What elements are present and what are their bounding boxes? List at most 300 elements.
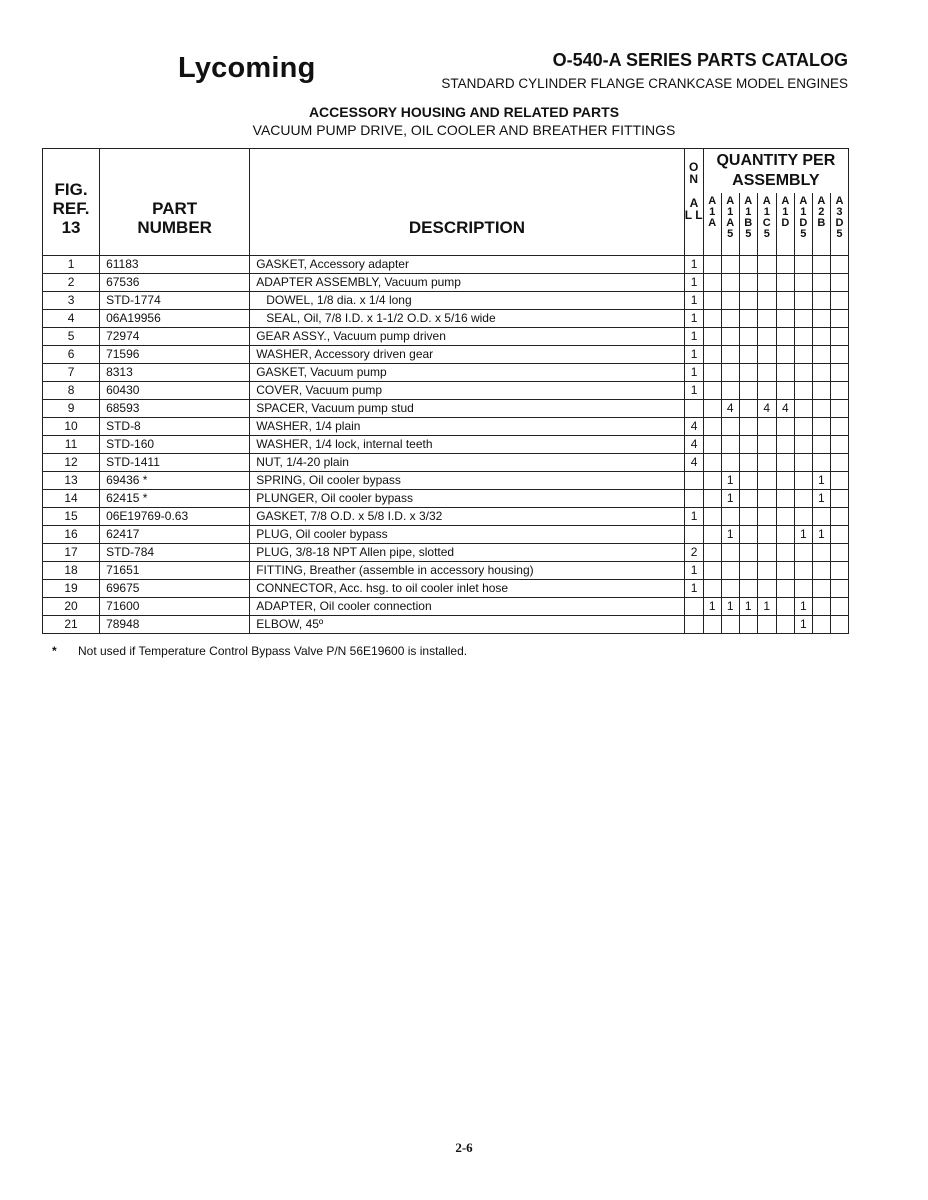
description-cell: SPACER, Vacuum pump stud xyxy=(250,399,684,417)
model-qty-cell xyxy=(812,345,830,363)
parts-row xyxy=(43,345,849,363)
model-qty-cell xyxy=(830,615,848,633)
model-qty-cell xyxy=(703,615,721,633)
lycoming-logo: Lycoming xyxy=(178,52,316,84)
on-all-letter: L xyxy=(695,208,703,222)
model-qty-cell xyxy=(703,453,721,471)
model-qty-cell xyxy=(776,525,794,543)
model-column-header xyxy=(794,193,812,255)
on-all-qty-cell: 1 xyxy=(684,507,703,525)
model-column-header xyxy=(757,193,776,255)
part-number-cell: 71600 xyxy=(100,597,250,615)
footnote-text: Not used if Temperature Control Bypass Valve P/N 56E19600 is installed. xyxy=(78,644,468,658)
model-qty-cell xyxy=(794,309,812,327)
model-code-char: C xyxy=(762,217,771,229)
on-all-qty-cell: 1 xyxy=(684,579,703,597)
model-qty-cell xyxy=(721,345,739,363)
model-qty-cell xyxy=(830,453,848,471)
fig-header-line: FIG. xyxy=(54,179,88,199)
description-cell: GASKET, Accessory adapter xyxy=(250,255,684,273)
model-qty-cell xyxy=(703,525,721,543)
model-qty-cell: 1 xyxy=(812,489,830,507)
description-cell: COVER, Vacuum pump xyxy=(250,381,684,399)
part-number-cell: 8313 xyxy=(100,363,250,381)
model-qty-cell xyxy=(703,381,721,399)
parts-row xyxy=(43,543,849,561)
model-qty-cell xyxy=(812,291,830,309)
model-qty-cell xyxy=(812,435,830,453)
model-qty-cell xyxy=(739,471,757,489)
model-qty-cell xyxy=(776,579,794,597)
model-qty-cell xyxy=(776,435,794,453)
assembly-line: ASSEMBLY xyxy=(732,172,820,189)
fig-ref-cell: 7 xyxy=(43,363,100,381)
parts-row xyxy=(43,363,849,381)
model-qty-cell: 1 xyxy=(721,489,739,507)
model-qty-cell xyxy=(703,345,721,363)
model-qty-cell xyxy=(703,417,721,435)
model-qty-cell xyxy=(812,255,830,273)
on-all-qty-cell: 1 xyxy=(684,327,703,345)
model-qty-cell: 1 xyxy=(812,471,830,489)
model-qty-cell xyxy=(830,543,848,561)
model-qty-cell xyxy=(739,399,757,417)
model-qty-cell xyxy=(721,327,739,345)
model-column-header xyxy=(812,193,830,255)
model-qty-cell xyxy=(776,561,794,579)
model-qty-cell xyxy=(739,345,757,363)
model-qty-cell xyxy=(757,273,776,291)
fig-ref-cell: 15 xyxy=(43,507,100,525)
description-cell: ADAPTER ASSEMBLY, Vacuum pump xyxy=(250,273,684,291)
model-qty-cell xyxy=(739,309,757,327)
on-all-qty-cell: 1 xyxy=(684,273,703,291)
model-qty-cell: 1 xyxy=(757,597,776,615)
part-number-cell: 61183 xyxy=(100,255,250,273)
on-all-qty-cell: 4 xyxy=(684,435,703,453)
model-qty-cell xyxy=(812,579,830,597)
model-qty-cell xyxy=(794,363,812,381)
description-cell: ELBOW, 45º xyxy=(250,615,684,633)
model-qty-cell xyxy=(812,399,830,417)
model-qty-cell xyxy=(794,417,812,435)
part-number-cell: STD-8 xyxy=(100,417,250,435)
on-all-qty-cell xyxy=(684,615,703,633)
model-qty-cell xyxy=(757,327,776,345)
model-qty-cell xyxy=(794,453,812,471)
model-code-char: A xyxy=(726,195,735,207)
ref-header-line: REF. xyxy=(52,198,90,218)
model-qty-cell xyxy=(812,381,830,399)
parts-row xyxy=(43,381,849,399)
model-qty-cell xyxy=(721,615,739,633)
model-qty-cell xyxy=(812,453,830,471)
model-qty-cell: 1 xyxy=(739,597,757,615)
model-code-char: A xyxy=(817,195,826,207)
model-qty-cell: 1 xyxy=(794,597,812,615)
parts-row xyxy=(43,561,849,579)
model-qty-cell xyxy=(812,543,830,561)
model-qty-cell xyxy=(739,381,757,399)
model-qty-cell xyxy=(776,417,794,435)
model-qty-cell xyxy=(830,561,848,579)
model-qty-cell xyxy=(757,525,776,543)
model-qty-cell xyxy=(757,507,776,525)
part-number-cell: 06A19956 xyxy=(100,309,250,327)
description-cell: SEAL, Oil, 7/8 I.D. x 1-1/2 O.D. x 5/16 wide xyxy=(250,309,684,327)
parts-row xyxy=(43,489,849,507)
model-qty-cell xyxy=(757,615,776,633)
model-qty-cell: 1 xyxy=(794,615,812,633)
model-qty-cell xyxy=(703,399,721,417)
model-qty-cell xyxy=(776,381,794,399)
model-qty-cell xyxy=(739,561,757,579)
model-column-header xyxy=(721,193,739,255)
model-qty-cell xyxy=(830,273,848,291)
model-qty-cell xyxy=(776,327,794,345)
model-qty-cell xyxy=(721,417,739,435)
fig-ref-cell: 11 xyxy=(43,435,100,453)
on-all-qty-cell: 1 xyxy=(684,345,703,363)
on-all-header xyxy=(684,149,703,256)
model-qty-cell xyxy=(757,561,776,579)
description-cell: WASHER, 1/4 lock, internal teeth xyxy=(250,435,684,453)
model-qty-cell xyxy=(721,273,739,291)
model-code-char: A xyxy=(744,195,753,207)
model-qty-cell: 1 xyxy=(703,597,721,615)
model-qty-cell xyxy=(703,291,721,309)
parts-row xyxy=(43,399,849,417)
model-qty-cell xyxy=(776,291,794,309)
part-number-cell: STD-160 xyxy=(100,435,250,453)
page-number: 2-6 xyxy=(455,1140,473,1155)
model-qty-cell xyxy=(757,579,776,597)
fig-ref-cell: 14 xyxy=(43,489,100,507)
model-qty-cell xyxy=(721,309,739,327)
model-code-char: 1 xyxy=(763,206,770,218)
on-all-qty-cell xyxy=(684,471,703,489)
fig-ref-cell: 6 xyxy=(43,345,100,363)
number-header-line: NUMBER xyxy=(137,217,212,237)
on-all-letter: A xyxy=(689,196,698,210)
description-cell: NUT, 1/4-20 plain xyxy=(250,453,684,471)
on-all-letter: L xyxy=(684,208,692,222)
model-code-char: 1 xyxy=(745,206,752,218)
description-cell: DOWEL, 1/8 dia. x 1/4 long xyxy=(250,291,684,309)
parts-row xyxy=(43,255,849,273)
parts-row xyxy=(43,453,849,471)
on-all-qty-cell: 1 xyxy=(684,255,703,273)
part-number-cell: 06E19769-0.63 xyxy=(100,507,250,525)
model-qty-cell xyxy=(721,363,739,381)
footnote-marker: * xyxy=(52,644,57,658)
model-code-char: 5 xyxy=(763,228,770,240)
model-code-char: A xyxy=(708,217,717,229)
fig-ref-cell: 5 xyxy=(43,327,100,345)
model-qty-cell xyxy=(830,327,848,345)
fig-ref-cell: 13 xyxy=(43,471,100,489)
model-column-header xyxy=(830,193,848,255)
model-qty-cell xyxy=(757,471,776,489)
model-qty-cell xyxy=(739,579,757,597)
parts-table xyxy=(42,148,849,634)
model-qty-cell xyxy=(812,309,830,327)
model-qty-cell xyxy=(703,363,721,381)
description-header: DESCRIPTION xyxy=(250,149,684,256)
model-qty-cell xyxy=(757,345,776,363)
model-qty-cell xyxy=(721,381,739,399)
model-qty-cell xyxy=(794,255,812,273)
model-qty-cell xyxy=(794,291,812,309)
model-qty-cell xyxy=(812,615,830,633)
model-code-char: 1 xyxy=(782,206,789,218)
part-number-cell: 62417 xyxy=(100,525,250,543)
fig-ref-cell: 19 xyxy=(43,579,100,597)
model-code-char: A xyxy=(799,195,808,207)
model-qty-cell xyxy=(812,507,830,525)
model-qty-cell xyxy=(703,327,721,345)
model-qty-cell xyxy=(794,507,812,525)
model-qty-cell xyxy=(739,543,757,561)
model-qty-cell xyxy=(794,471,812,489)
part-number-cell: 62415 * xyxy=(100,489,250,507)
model-code-char: 2 xyxy=(818,206,825,218)
part-number-cell: 60430 xyxy=(100,381,250,399)
part-number-cell: 71651 xyxy=(100,561,250,579)
model-qty-cell xyxy=(703,273,721,291)
part-number-cell: STD-1774 xyxy=(100,291,250,309)
quantity-per-line: QUANTITY PER xyxy=(716,152,836,169)
fig-ref-cell: 17 xyxy=(43,543,100,561)
model-qty-cell xyxy=(794,345,812,363)
model-qty-cell xyxy=(776,363,794,381)
model-qty-cell xyxy=(757,309,776,327)
description-cell: ADAPTER, Oil cooler connection xyxy=(250,597,684,615)
model-qty-cell xyxy=(794,381,812,399)
on-all-qty-cell: 1 xyxy=(684,363,703,381)
model-qty-cell xyxy=(776,273,794,291)
parts-row xyxy=(43,291,849,309)
model-qty-cell xyxy=(739,291,757,309)
model-qty-cell xyxy=(739,507,757,525)
description-cell: CONNECTOR, Acc. hsg. to oil cooler inlet hose xyxy=(250,579,684,597)
part-number-cell: 67536 xyxy=(100,273,250,291)
parts-row xyxy=(43,579,849,597)
model-qty-cell xyxy=(757,453,776,471)
model-qty-cell xyxy=(739,327,757,345)
on-all-qty-cell xyxy=(684,597,703,615)
part-number-cell: 78948 xyxy=(100,615,250,633)
model-qty-cell xyxy=(812,417,830,435)
description-cell: WASHER, 1/4 plain xyxy=(250,417,684,435)
model-qty-cell xyxy=(703,579,721,597)
model-code-char: B xyxy=(744,217,753,229)
model-qty-cell xyxy=(830,471,848,489)
model-qty-cell xyxy=(794,489,812,507)
model-qty-cell xyxy=(794,435,812,453)
model-qty-cell xyxy=(776,471,794,489)
catalog-subtitle: STANDARD CYLINDER FLANGE CRANKCASE MODEL ENGINES xyxy=(441,76,848,91)
model-qty-cell xyxy=(794,273,812,291)
model-code-char: D xyxy=(781,217,790,229)
fig-ref-cell: 21 xyxy=(43,615,100,633)
model-qty-cell xyxy=(830,525,848,543)
model-column-header xyxy=(703,193,721,255)
model-qty-cell xyxy=(721,507,739,525)
model-qty-cell xyxy=(721,561,739,579)
description-cell: GASKET, Vacuum pump xyxy=(250,363,684,381)
description-cell: PLUNGER, Oil cooler bypass xyxy=(250,489,684,507)
fig-ref-cell: 4 xyxy=(43,309,100,327)
fig-ref-cell: 18 xyxy=(43,561,100,579)
parts-row xyxy=(43,525,849,543)
model-code-char: A xyxy=(726,217,735,229)
description-cell: PLUG, 3/8-18 NPT Allen pipe, slotted xyxy=(250,543,684,561)
model-qty-cell xyxy=(757,435,776,453)
fig-ref-cell: 20 xyxy=(43,597,100,615)
model-qty-cell xyxy=(757,255,776,273)
part-number-header xyxy=(100,149,250,256)
model-qty-cell xyxy=(703,561,721,579)
description-cell: GASKET, 7/8 O.D. x 5/8 I.D. x 3/32 xyxy=(250,507,684,525)
description-cell: WASHER, Accessory driven gear xyxy=(250,345,684,363)
model-qty-cell xyxy=(703,543,721,561)
model-code-char: D xyxy=(799,217,808,229)
on-all-qty-cell: 4 xyxy=(684,417,703,435)
fig-ref-cell: 8 xyxy=(43,381,100,399)
model-qty-cell xyxy=(739,435,757,453)
part-number-cell: 71596 xyxy=(100,345,250,363)
catalog-title: O-540-A SERIES PARTS CATALOG xyxy=(552,50,848,70)
model-code-char: A xyxy=(835,195,844,207)
figure-number-header: 13 xyxy=(61,217,81,237)
part-number-cell: 69675 xyxy=(100,579,250,597)
on-all-qty-cell xyxy=(684,489,703,507)
model-qty-cell: 4 xyxy=(776,399,794,417)
description-cell: PLUG, Oil cooler bypass xyxy=(250,525,684,543)
model-qty-cell xyxy=(830,399,848,417)
model-qty-cell xyxy=(721,453,739,471)
parts-row xyxy=(43,435,849,453)
model-code-char: A xyxy=(762,195,771,207)
part-number-cell: 69436 * xyxy=(100,471,250,489)
quantity-per-assembly-header xyxy=(703,149,848,194)
model-qty-cell xyxy=(757,381,776,399)
parts-row xyxy=(43,417,849,435)
on-all-qty-cell: 4 xyxy=(684,453,703,471)
parts-row xyxy=(43,597,849,615)
model-qty-cell xyxy=(830,291,848,309)
model-qty-cell: 1 xyxy=(721,597,739,615)
model-qty-cell xyxy=(739,273,757,291)
model-qty-cell xyxy=(830,417,848,435)
model-qty-cell xyxy=(703,255,721,273)
part-number-cell: 72974 xyxy=(100,327,250,345)
model-qty-cell xyxy=(703,309,721,327)
on-all-qty-cell xyxy=(684,525,703,543)
model-code-char: 5 xyxy=(836,228,843,240)
model-qty-cell xyxy=(794,327,812,345)
description-cell: FITTING, Breather (assemble in accessory housing) xyxy=(250,561,684,579)
model-qty-cell xyxy=(830,381,848,399)
section-subtitle: VACUUM PUMP DRIVE, OIL COOLER AND BREATHER FITTINGS xyxy=(252,122,676,138)
model-qty-cell xyxy=(739,525,757,543)
model-qty-cell xyxy=(776,489,794,507)
model-qty-cell xyxy=(794,543,812,561)
model-qty-cell xyxy=(739,453,757,471)
model-qty-cell: 1 xyxy=(812,525,830,543)
model-qty-cell xyxy=(703,471,721,489)
fig-ref-cell: 10 xyxy=(43,417,100,435)
description-cell: SPRING, Oil cooler bypass xyxy=(250,471,684,489)
model-qty-cell xyxy=(830,345,848,363)
model-qty-cell xyxy=(776,507,794,525)
model-qty-cell xyxy=(812,561,830,579)
model-qty-cell xyxy=(776,597,794,615)
model-code-char: 5 xyxy=(727,228,734,240)
part-number-cell: 68593 xyxy=(100,399,250,417)
parts-row xyxy=(43,327,849,345)
model-qty-cell xyxy=(776,345,794,363)
on-all-letter: O xyxy=(689,160,699,174)
model-qty-cell xyxy=(812,327,830,345)
model-qty-cell xyxy=(739,615,757,633)
model-qty-cell: 4 xyxy=(721,399,739,417)
model-qty-cell xyxy=(721,255,739,273)
on-all-qty-cell: 1 xyxy=(684,561,703,579)
fig-ref-cell: 1 xyxy=(43,255,100,273)
model-qty-cell xyxy=(794,561,812,579)
model-qty-cell xyxy=(830,363,848,381)
part-header-line: PART xyxy=(152,198,198,218)
model-qty-cell xyxy=(757,417,776,435)
model-qty-cell xyxy=(776,615,794,633)
model-qty-cell: 1 xyxy=(794,525,812,543)
model-qty-cell xyxy=(703,507,721,525)
model-qty-cell xyxy=(739,363,757,381)
on-all-letter: N xyxy=(689,172,699,186)
fig-ref-cell: 16 xyxy=(43,525,100,543)
model-qty-cell xyxy=(830,255,848,273)
model-qty-cell xyxy=(703,489,721,507)
model-code-char: 5 xyxy=(800,228,807,240)
model-code-char: 5 xyxy=(745,228,752,240)
on-all-qty-cell: 1 xyxy=(684,381,703,399)
model-qty-cell xyxy=(830,435,848,453)
model-qty-cell xyxy=(757,363,776,381)
model-qty-cell xyxy=(830,579,848,597)
model-qty-cell xyxy=(830,489,848,507)
model-qty-cell xyxy=(739,255,757,273)
model-qty-cell xyxy=(703,435,721,453)
model-code-char: A xyxy=(708,195,717,207)
fig-ref-header xyxy=(43,149,100,256)
parts-row xyxy=(43,615,849,633)
model-qty-cell xyxy=(757,543,776,561)
model-qty-cell xyxy=(721,579,739,597)
model-qty-cell xyxy=(812,273,830,291)
part-number-cell: STD-784 xyxy=(100,543,250,561)
model-qty-cell xyxy=(812,597,830,615)
part-number-cell: STD-1411 xyxy=(100,453,250,471)
model-qty-cell xyxy=(739,489,757,507)
model-qty-cell xyxy=(721,543,739,561)
model-code-char: A xyxy=(781,195,790,207)
model-code-char: 1 xyxy=(727,206,734,218)
section-title: ACCESSORY HOUSING AND RELATED PARTS xyxy=(308,104,620,120)
model-qty-cell xyxy=(721,291,739,309)
model-column-header xyxy=(739,193,757,255)
